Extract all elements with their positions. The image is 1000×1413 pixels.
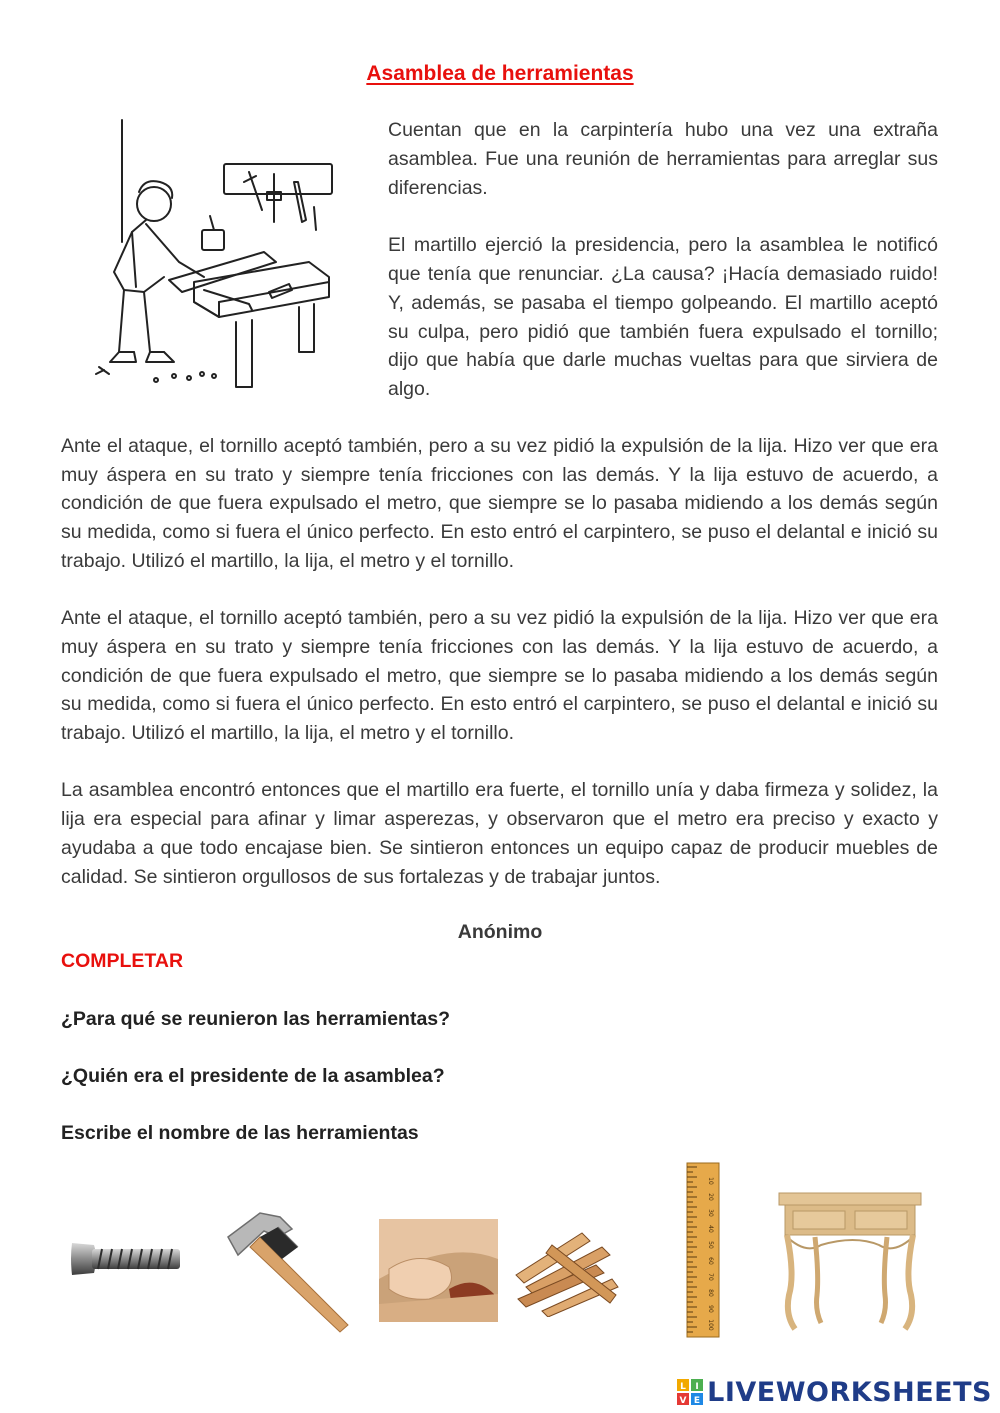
ruler-label: 100 [707, 1319, 714, 1331]
logo-letter: E [694, 1396, 701, 1405]
ruler-label: 70 [707, 1273, 714, 1281]
wood-pile-icon [512, 1225, 620, 1317]
question-1: ¿Para qué se reunieron las herramientas? [61, 1008, 451, 1030]
liveworksheets-logo [677, 1377, 992, 1407]
story-paragraph: Ante el ataque, el tornillo aceptó también, pero a su vez pidió la expulsión de la lija. Hizo ver que era muy áspera en su trato y siempre tenía fricciones con las demás. Y la lija estuvo de acuerdo, a condición de que fuera expulsado el metro, que siempre se lo pasaba midiendo a los demás según su medida, como si fuera el único perfecto. En esto entró el carpintero, se puso el delantal e inició su trabajo. Utilizó el martillo, la lija, el metro y el tornillo. [61, 607, 938, 745]
hammer-icon [220, 1207, 352, 1339]
liveworksheets-logo-icon [677, 1379, 703, 1405]
story-paragraph: Ante el ataque, el tornillo aceptó también, pero a su vez pidió la expulsión de la lija. Hizo ver que era muy áspera en su trato y siempre tenía fricciones con las demás. Y la lija estuvo de acuerdo, a condición de que fuera expulsado el metro, que siempre se lo pasaba midiendo a los demás según su medida, como si fuera el único perfecto. En esto entró el carpintero, se puso el delantal e inició su trabajo. Utilizó el martillo, la lija, el metro y el tornillo. [61, 435, 938, 572]
ruler-label: 30 [707, 1209, 714, 1217]
ruler-label: 50 [707, 1241, 714, 1249]
intro-paragraph: Cuentan que en la carpintería hubo una vez una extraña asamblea. Fue una reunión de herramientas para arreglar sus diferencias. [388, 119, 938, 199]
ruler-label: 80 [707, 1289, 714, 1297]
ruler-label: 20 [707, 1193, 714, 1201]
question-2: ¿Quién era el presidente de la asamblea? [61, 1065, 445, 1087]
question-3: Escribe el nombre de las herramientas [61, 1122, 419, 1144]
story-paragraph: La asamblea encontró entonces que el martillo era fuerte, el tornillo unía y daba firmeza y solidez, la lija era especial para afinar y limar asperezas, y observaron que el metro era preciso y exacto y ayudaba a que todo encajase bien. Se sintieron entonces un equipo capaz de producir muebles de calidad. Se sintieron orgullosos de sus fortalezas y de trabajar juntos. [61, 779, 938, 888]
logo-letter: L [680, 1382, 687, 1392]
ruler-icon [683, 1161, 723, 1341]
title-text: Asamblea de herramientas [366, 62, 634, 85]
carpenter-illustration [84, 112, 354, 397]
tool-images [0, 1155, 1000, 1345]
sandpaper-icon [379, 1219, 498, 1322]
ruler-label: 90 [707, 1305, 714, 1313]
author: Anónimo [457, 921, 543, 943]
ruler-label: 60 [707, 1257, 714, 1265]
screw-icon [68, 1233, 186, 1283]
section-heading: COMPLETAR [61, 950, 184, 972]
table-icon [775, 1185, 925, 1335]
intro-paragraph: El martillo ejerció la presidencia, pero la asamblea le notificó que tenía que renunciar. ¿La causa? ¡Hacía demasiado ruido! Y, además, se pasaba el tiempo golpeando. El martillo aceptó su culpa, pero pidió que también fuera expulsado el tornillo; dijo que había que darle muchas vueltas para que sirviera de algo. [388, 234, 938, 401]
logo-letter: V [679, 1396, 687, 1405]
story-body [61, 432, 938, 920]
ruler-label: 10 [707, 1177, 714, 1185]
page-title [0, 62, 1000, 86]
logo-letter: I [695, 1382, 699, 1392]
ruler-label: 40 [707, 1225, 714, 1233]
intro-text [388, 116, 938, 433]
brand-name: LIVEWORKSHEETS [707, 1376, 992, 1408]
